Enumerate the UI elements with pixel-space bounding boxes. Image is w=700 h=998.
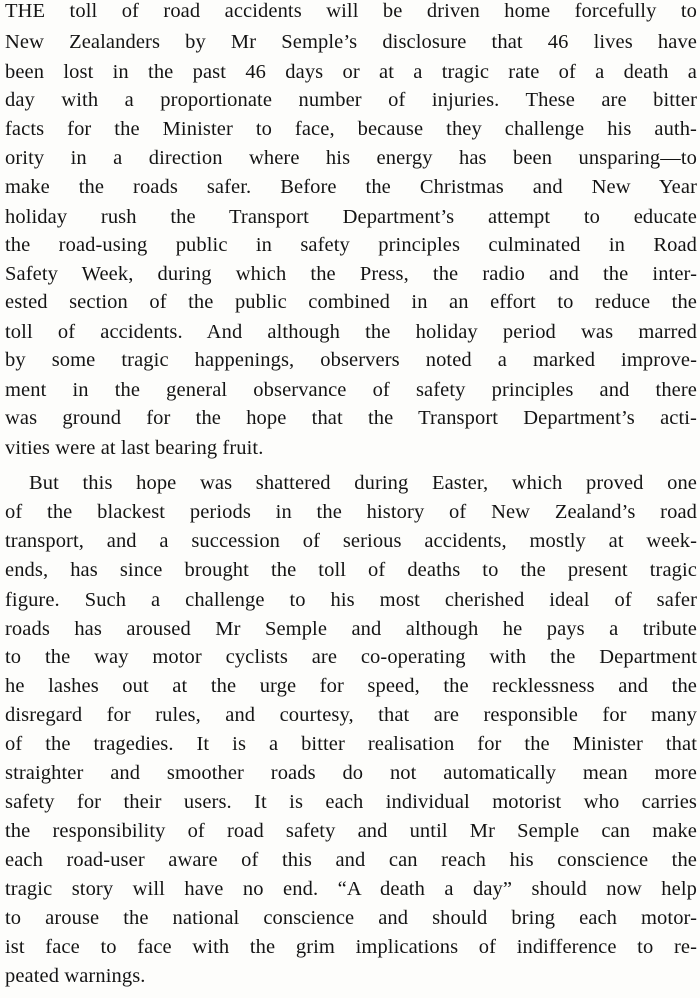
text-line: New Zealanders by Mr Semple’s disclosure that 46 lives have bbox=[5, 31, 697, 53]
text-line: ority in a direction where his energy has been unsparing—to bbox=[5, 147, 697, 169]
text-line: each road-user aware of this and can reach his conscience the bbox=[5, 849, 697, 871]
text-line: toll of accidents. And although the holiday period was marred bbox=[5, 321, 697, 343]
text-line: figure. Such a challenge to his most cherished ideal of safer bbox=[5, 589, 697, 611]
text-line: to arouse the national conscience and should bring each motor- bbox=[5, 907, 697, 929]
text-line: tragic story will have no end. “A death a day” should now help bbox=[5, 878, 697, 900]
text-line: roads has aroused Mr Semple and although he pays a tribute bbox=[5, 618, 697, 640]
text-line: holiday rush the Transport Department’s attempt to educate bbox=[5, 206, 697, 228]
text-line: the responsibility of road safety and until Mr Semple can make bbox=[5, 820, 697, 842]
text-line: THE toll of road accidents will be driven home forcefully to bbox=[5, 0, 697, 22]
text-line: ist face to face with the grim implications of indifference to re- bbox=[5, 936, 697, 958]
text-line: of the tragedies. It is a bitter realisation for the Minister that bbox=[5, 733, 697, 755]
text-line: But this hope was shattered during Easter, which proved one bbox=[29, 472, 697, 494]
text-line: ends, has since brought the toll of deaths to the present tragic bbox=[5, 559, 697, 581]
text-line: peated warnings. bbox=[5, 965, 146, 987]
text-line: been lost in the past 46 days or at a tragic rate of a death a bbox=[5, 61, 697, 83]
text-line: Safety Week, during which the Press, the radio and the inter- bbox=[5, 263, 697, 285]
text-line: safety for their users. It is each individual motorist who carries bbox=[5, 791, 697, 813]
text-line: by some tragic happenings, observers noted a marked improve- bbox=[5, 349, 697, 371]
text-line: was ground for the hope that the Transport Department’s acti- bbox=[5, 407, 697, 429]
text-line: ested section of the public combined in an effort to reduce the bbox=[5, 291, 697, 313]
text-line: he lashes out at the urge for speed, the recklessness and the bbox=[5, 675, 697, 697]
text-line: of the blackest periods in the history of New Zealand’s road bbox=[5, 501, 697, 523]
text-line: straighter and smoother roads do not automatically mean more bbox=[5, 762, 697, 784]
text-line: to the way motor cyclists are co-operating with the Department bbox=[5, 646, 697, 668]
text-line: the road-using public in safety principles culminated in Road bbox=[5, 234, 697, 256]
text-line: day with a proportionate number of injuries. These are bitter bbox=[5, 89, 697, 111]
text-line: ment in the general observance of safety principles and there bbox=[5, 379, 697, 401]
text-line: transport, and a succession of serious accidents, mostly at week- bbox=[5, 530, 697, 552]
text-line: disregard for rules, and courtesy, that are responsible for many bbox=[5, 704, 697, 726]
text-line: vities were at last bearing fruit. bbox=[5, 437, 264, 459]
text-line: make the roads safer. Before the Christmas and New Year bbox=[5, 176, 697, 198]
text-line: facts for the Minister to face, because they challenge his auth- bbox=[5, 118, 697, 140]
